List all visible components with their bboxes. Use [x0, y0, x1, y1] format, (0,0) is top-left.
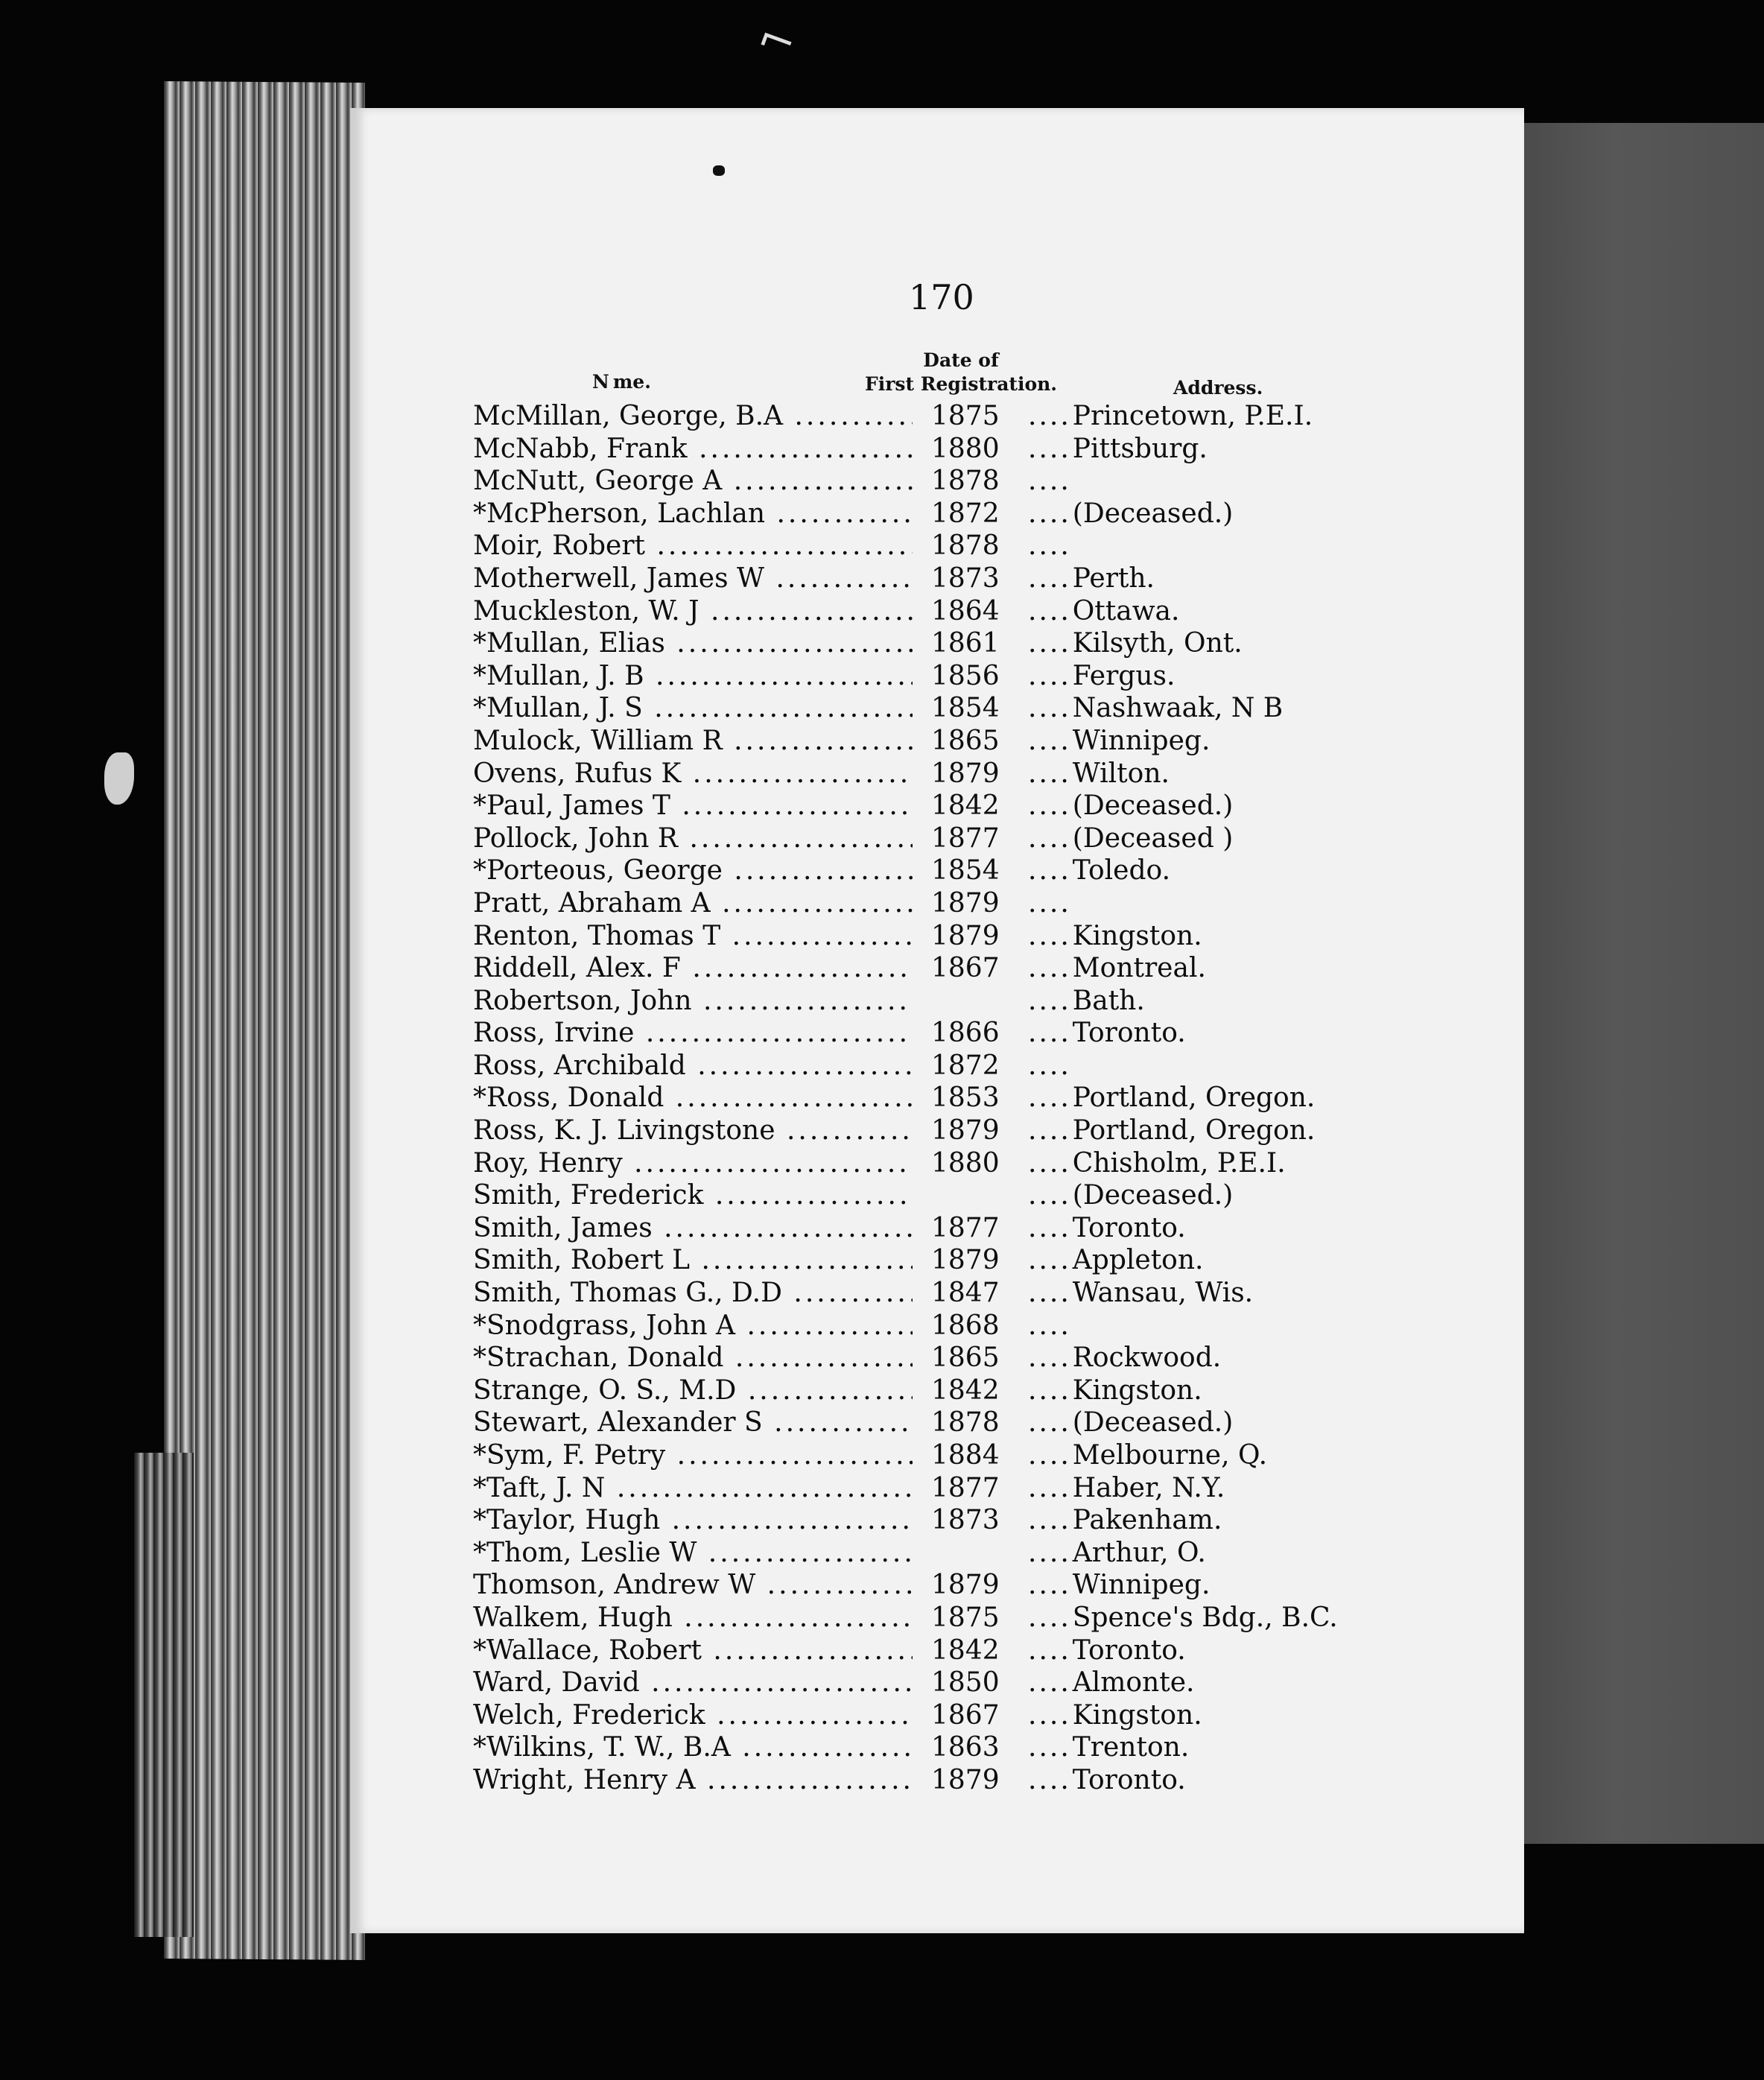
entry-name: McNutt, George A .....	[473, 466, 913, 496]
entry-year: 1875	[931, 1602, 1021, 1633]
list-item	[473, 1602, 1516, 1635]
entry-name: Ross, Archibald .....	[473, 1050, 913, 1081]
entry-year: 1865	[931, 1342, 1021, 1373]
entry-address: .... (Deceased.)	[1028, 1407, 1233, 1438]
entry-year: 1875	[931, 401, 1021, 431]
entry-address: .... Ottawa.	[1028, 596, 1179, 627]
entry-name: *Thom, Leslie W .....	[473, 1538, 913, 1568]
list-item	[473, 758, 1516, 791]
entry-address: .... Kilsyth, Ont.	[1028, 628, 1243, 659]
entry-year: 1873	[931, 1505, 1021, 1535]
entry-year: 1847	[931, 1278, 1021, 1308]
entry-address: .... (Deceased.)	[1028, 790, 1233, 821]
list-item	[473, 1700, 1516, 1733]
entry-name: Roy, Henry .....	[473, 1148, 913, 1179]
list-item	[473, 661, 1516, 694]
entry-address: .... Winnipeg.	[1028, 726, 1210, 756]
entry-address: .... Pittsburg.	[1028, 434, 1208, 464]
list-item	[473, 855, 1516, 888]
entry-name: Renton, Thomas T .....	[473, 921, 913, 951]
list-item	[473, 1635, 1516, 1668]
entry-name: Mulock, William R .....	[473, 726, 913, 756]
entry-name: *Taylor, Hugh .....	[473, 1505, 913, 1535]
entry-address: .... Princetown, P.E.I.	[1028, 401, 1313, 431]
column-header-date	[860, 349, 1062, 396]
list-item	[473, 1245, 1516, 1278]
entry-name: *Snodgrass, John A .....	[473, 1310, 913, 1341]
entry-address: .... Rockwood.	[1028, 1342, 1221, 1373]
list-item	[473, 1213, 1516, 1246]
list-item	[473, 1342, 1516, 1375]
entry-address: .... Almonte.	[1028, 1667, 1195, 1698]
entry-name: Muckleston, W. J .....	[473, 596, 913, 627]
entry-name: *McPherson, Lachlan .....	[473, 498, 913, 529]
list-item	[473, 1278, 1516, 1310]
entry-name: McMillan, George, B.A .....	[473, 401, 913, 431]
list-item	[473, 1765, 1516, 1798]
entry-address	[1028, 1050, 1073, 1081]
list-item	[473, 921, 1516, 954]
entry-address	[1028, 888, 1073, 919]
entry-name: Pratt, Abraham A .....	[473, 888, 913, 919]
list-item	[473, 1407, 1516, 1440]
entry-name: Thomson, Andrew W .....	[473, 1570, 913, 1600]
list-item	[473, 628, 1516, 661]
entry-address: .... Pakenham.	[1028, 1505, 1222, 1535]
list-item	[473, 498, 1516, 531]
list-item	[473, 596, 1516, 629]
list-item	[473, 434, 1516, 466]
entry-address: .... (Deceased.)	[1028, 498, 1233, 529]
column-header-name: N me.	[592, 371, 651, 393]
entry-year: 1878	[931, 530, 1021, 561]
entry-address: .... (Deceased.)	[1028, 1180, 1233, 1211]
page-edges	[164, 81, 365, 1960]
entry-address: .... Winnipeg.	[1028, 1570, 1210, 1600]
entry-name: Ross, K. J. Livingstone .....	[473, 1115, 913, 1146]
list-item	[473, 1082, 1516, 1115]
entry-address	[1028, 530, 1073, 561]
entry-year: 1877	[931, 823, 1021, 854]
entry-address: .... Fergus.	[1028, 661, 1175, 691]
entry-year: 1877	[931, 1213, 1021, 1243]
entry-year: 1861	[931, 628, 1021, 659]
entry-name: *Strachan, Donald .....	[473, 1342, 913, 1373]
list-item	[473, 986, 1516, 1018]
entry-address: .... Bath.	[1028, 986, 1145, 1016]
entry-year: 1880	[931, 434, 1021, 464]
entry-name: Ross, Irvine .....	[473, 1018, 913, 1048]
entry-year: 1842	[931, 1375, 1021, 1406]
entry-name: Smith, Thomas G., D.D .....	[473, 1278, 913, 1308]
entry-address: .... Portland, Oregon.	[1028, 1082, 1315, 1113]
entry-year: 1879	[931, 921, 1021, 951]
entry-address: .... Montreal.	[1028, 953, 1206, 983]
entry-address: .... Toronto.	[1028, 1213, 1186, 1243]
entry-year: 1864	[931, 596, 1021, 627]
entry-name: Pollock, John R .....	[473, 823, 913, 854]
entry-year: 1879	[931, 1245, 1021, 1275]
entry-name: Welch, Frederick .....	[473, 1700, 913, 1731]
column-header-address: Address.	[1173, 377, 1263, 399]
entry-address: .... Portland, Oregon.	[1028, 1115, 1315, 1146]
entry-year: 1865	[931, 726, 1021, 756]
list-item	[473, 1180, 1516, 1213]
entry-address	[1028, 1310, 1073, 1341]
entry-year: 1853	[931, 1082, 1021, 1113]
entry-year: 1872	[931, 498, 1021, 529]
list-item	[473, 563, 1516, 596]
entry-name: Ovens, Rufus K .....	[473, 758, 913, 789]
entry-year: 1878	[931, 466, 1021, 496]
entry-year: 1877	[931, 1473, 1021, 1503]
entry-year: 1854	[931, 855, 1021, 886]
entry-year: 1879	[931, 1765, 1021, 1795]
entry-name: *Sym, F. Petry .....	[473, 1440, 913, 1471]
list-item	[473, 1440, 1516, 1473]
list-item	[473, 888, 1516, 921]
list-item	[473, 693, 1516, 726]
list-item	[473, 1570, 1516, 1602]
entry-name: *Porteous, George .....	[473, 855, 913, 886]
list-item	[473, 1148, 1516, 1181]
list-item	[473, 1310, 1516, 1343]
entry-name: Strange, O. S., M.D .....	[473, 1375, 913, 1406]
entry-name: McNabb, Frank .....	[473, 434, 913, 464]
entry-name: *Mullan, J. B .....	[473, 661, 913, 691]
entry-address: .... Wansau, Wis.	[1028, 1278, 1253, 1308]
entry-address: .... Arthur, O.	[1028, 1538, 1206, 1568]
list-item	[473, 1667, 1516, 1700]
column-header-date-line2: First Registration.	[865, 373, 1057, 395]
entry-year: 1880	[931, 1148, 1021, 1179]
list-item	[473, 823, 1516, 856]
entry-address: .... Trenton.	[1028, 1732, 1189, 1763]
entry-address: .... Kingston.	[1028, 921, 1202, 951]
entry-year: 1879	[931, 1115, 1021, 1146]
list-item	[473, 1050, 1516, 1083]
entry-year: 1850	[931, 1667, 1021, 1698]
list-item	[473, 1115, 1516, 1148]
list-item	[473, 401, 1516, 434]
entry-name: *Wilkins, T. W., B.A .....	[473, 1732, 913, 1763]
scan-mark: ⌐	[750, 10, 804, 72]
list-item	[473, 953, 1516, 986]
ink-dot	[713, 165, 725, 176]
column-header-date-line1: Date of	[923, 349, 999, 371]
entry-year: 1879	[931, 1570, 1021, 1600]
entry-name: *Taft, J. N .....	[473, 1473, 913, 1503]
entry-address: .... Haber, N.Y.	[1028, 1473, 1225, 1503]
entry-name: Smith, Frederick .....	[473, 1180, 913, 1211]
entry-name: *Wallace, Robert .....	[473, 1635, 913, 1666]
entry-name: Robertson, John .....	[473, 986, 913, 1016]
entry-address: .... Toronto.	[1028, 1635, 1186, 1666]
list-item	[473, 1732, 1516, 1765]
list-item	[473, 1375, 1516, 1408]
facing-page	[1516, 123, 1764, 1844]
entry-name: Ward, David .....	[473, 1667, 913, 1698]
scan-speck	[104, 752, 134, 805]
list-item	[473, 726, 1516, 758]
entry-address: .... Spence's Bdg., B.C.	[1028, 1602, 1338, 1633]
list-item	[473, 790, 1516, 823]
entry-year: 1868	[931, 1310, 1021, 1341]
entry-name: *Mullan, J. S .....	[473, 693, 913, 723]
entry-name: Stewart, Alexander S .....	[473, 1407, 913, 1438]
registry-list	[473, 401, 1516, 1798]
page-number: 170	[909, 277, 974, 317]
list-item	[473, 1473, 1516, 1506]
entry-address: .... (Deceased )	[1028, 823, 1233, 854]
entry-year: 1872	[931, 1050, 1021, 1081]
entry-address: .... Toronto.	[1028, 1018, 1186, 1048]
entry-address: .... Toledo.	[1028, 855, 1170, 886]
list-item	[473, 1018, 1516, 1050]
entry-name: Wright, Henry A .....	[473, 1765, 913, 1795]
entry-name: Smith, James .....	[473, 1213, 913, 1243]
entry-address: .... Appleton.	[1028, 1245, 1203, 1275]
entry-address	[1028, 466, 1073, 496]
entry-address: .... Chisholm, P.E.I.	[1028, 1148, 1286, 1179]
entry-address: .... Perth.	[1028, 563, 1155, 594]
entry-year: 1879	[931, 888, 1021, 919]
entry-address: .... Nashwaak, N B	[1028, 693, 1283, 723]
list-item	[473, 1505, 1516, 1538]
entry-year: 1863	[931, 1732, 1021, 1763]
list-item	[473, 1538, 1516, 1570]
entry-name: Riddell, Alex. F .....	[473, 953, 913, 983]
entry-year: 1866	[931, 1018, 1021, 1048]
entry-name: Smith, Robert L .....	[473, 1245, 913, 1275]
entry-name: Walkem, Hugh .....	[473, 1602, 913, 1633]
page-edges-lower	[134, 1453, 194, 1937]
entry-year: 1867	[931, 1700, 1021, 1731]
entry-address: .... Kingston.	[1028, 1375, 1202, 1406]
list-item	[473, 466, 1516, 498]
entry-year: 1856	[931, 661, 1021, 691]
entry-year: 1878	[931, 1407, 1021, 1438]
entry-year: 1854	[931, 693, 1021, 723]
entry-year: 1842	[931, 790, 1021, 821]
entry-address: .... Kingston.	[1028, 1700, 1202, 1731]
entry-address: .... Toronto.	[1028, 1765, 1186, 1795]
entry-year: 1884	[931, 1440, 1021, 1471]
entry-name: Motherwell, James W .....	[473, 563, 913, 594]
entry-name: *Mullan, Elias .....	[473, 628, 913, 659]
entry-year: 1867	[931, 953, 1021, 983]
entry-address: .... Melbourne, Q.	[1028, 1440, 1267, 1471]
entry-name: *Paul, James T .....	[473, 790, 913, 821]
entry-year: 1842	[931, 1635, 1021, 1666]
entry-name: Moir, Robert .....	[473, 530, 913, 561]
entry-name: *Ross, Donald .....	[473, 1082, 913, 1113]
entry-address: .... Wilton.	[1028, 758, 1170, 789]
entry-year: 1879	[931, 758, 1021, 789]
entry-year: 1873	[931, 563, 1021, 594]
list-item	[473, 530, 1516, 563]
